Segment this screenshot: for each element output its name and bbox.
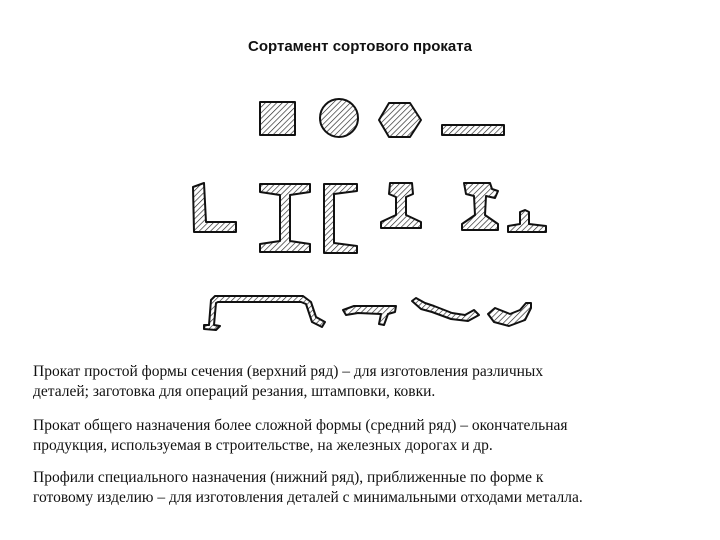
paragraph-line: готовому изделию – для изготовления деталей с минимальными отходами металла. xyxy=(33,489,583,506)
paragraph-line: деталей; заготовка для операций резания, штамповки, ковки. xyxy=(33,383,436,400)
row-general-purpose xyxy=(193,183,546,253)
rail-medium-profile xyxy=(462,183,498,230)
row-special-purpose xyxy=(204,296,531,330)
paragraph-line: продукция, используемая в строительстве, на железных дорогах и др. xyxy=(33,437,493,454)
circle-profile xyxy=(320,99,358,137)
strip-profile xyxy=(442,125,504,135)
i-beam-profile xyxy=(260,184,310,252)
paragraph-line: Прокат простой формы сечения (верхний ряд) – для изготовления различных xyxy=(33,363,544,380)
curved-strip-profile xyxy=(412,298,479,321)
crescent-profile xyxy=(488,303,531,326)
angle-profile xyxy=(193,183,236,232)
rail-large-profile xyxy=(381,183,421,228)
page-title: Сортамент сортового проката xyxy=(248,38,472,55)
paragraph-line: Профили специального назначения (нижний ряд), приближенные по форме к xyxy=(33,469,544,486)
hexagon-profile xyxy=(379,103,421,137)
bent-strip-profile xyxy=(343,306,396,325)
paragraph-line: Прокат общего назначения более сложной формы (средний ряд) – окончательная xyxy=(33,417,568,434)
hat-profile xyxy=(204,296,325,330)
channel-profile xyxy=(324,184,357,253)
square-profile xyxy=(260,102,295,135)
row-simple-shapes xyxy=(260,99,504,137)
paragraph-general-purpose xyxy=(33,416,693,456)
tee-profile xyxy=(508,210,546,232)
paragraph-special-purpose xyxy=(33,468,693,508)
paragraph-simple-shapes xyxy=(33,362,693,402)
